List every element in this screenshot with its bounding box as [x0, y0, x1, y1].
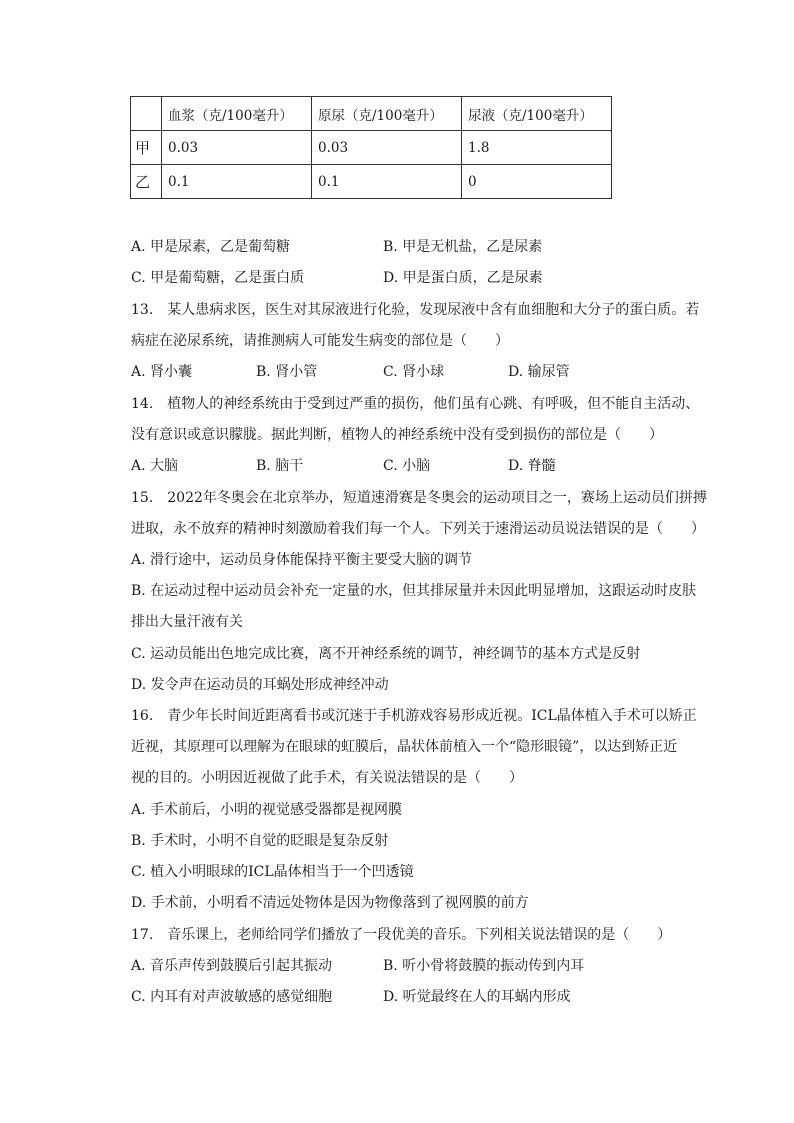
question-text: 没有意识或意识朦胧。据此判断，植物人的神经系统中没有受到损伤的部位是（ ）	[131, 427, 663, 443]
table-cell: 0.03	[312, 131, 462, 165]
option-c: C. 植入小明眼球的ICL晶体相当于一个凹透镜	[131, 864, 414, 880]
table-cell	[131, 97, 162, 131]
question-text: 15. 2022年冬奥会在北京举办，短道速滑赛是冬奥会的运动项目之一，赛场上运动员们拼搏	[131, 490, 707, 506]
option-a: A. 甲是尿素，乙是葡萄糖	[131, 239, 291, 255]
option-c: C. 小脑	[383, 458, 431, 474]
table-cell: 1.8	[462, 131, 612, 165]
option-a: A. 大脑	[131, 458, 179, 474]
option-a: A. 手术前后，小明的视觉感受器都是视网膜	[131, 802, 403, 818]
table-row-label: 甲	[131, 131, 162, 165]
table-header-row	[131, 97, 612, 131]
question-text: 14. 植物人的神经系统由于受到过严重的损伤，他们虽有心跳、有呼吸，但不能自主活动、	[131, 396, 700, 412]
table-row	[131, 165, 612, 199]
option-d: D. 脊髓	[508, 458, 556, 474]
table-cell: 0	[462, 165, 612, 199]
table-header-cell: 原尿（克/100毫升）	[312, 97, 462, 131]
question-text: 进取，永不放弃的精神时刻激励着我们每一个人。下列关于速滑运动员说法错误的是（ ）	[131, 521, 705, 537]
table-row	[131, 131, 612, 165]
option-c: C. 肾小球	[383, 364, 445, 380]
option-d: D. 发令声在运动员的耳蜗处形成神经冲动	[131, 677, 389, 693]
question-text: 17. 音乐课上，老师给同学们播放了一段优美的音乐。下列相关说法错误的是（ ）	[131, 927, 672, 943]
table-cell: 0.03	[162, 131, 312, 165]
option-b: B. 脑干	[256, 458, 304, 474]
option-b: B. 手术时，小明不自觉的眨眼是复杂反射	[131, 833, 389, 849]
question-text: 近视，其原理可以理解为在眼球的虹膜后，晶状体前植入一个“隐形眼镜”，以达到矫正近	[131, 739, 678, 755]
option-d: D. 甲是蛋白质，乙是尿素	[383, 270, 543, 286]
data-table	[130, 96, 612, 199]
option-a: A. 音乐声传到鼓膜后引起其振动	[131, 958, 333, 974]
option-b: B. 听小骨将鼓膜的振动传到内耳	[383, 958, 585, 974]
option-b-continued: 排出大量汗液有关	[131, 614, 243, 630]
option-c: C. 甲是葡萄糖，乙是蛋白质	[131, 270, 305, 286]
question-text: 16. 青少年长时间近距离看书或沉迷于手机游戏容易形成近视。ICL晶体植入手术可以矫正	[131, 708, 697, 724]
option-c: C. 运动员能出色地完成比赛，离不开神经系统的调节，神经调节的基本方式是反射	[131, 646, 641, 662]
option-d: D. 输尿管	[508, 364, 570, 380]
option-a: A. 肾小囊	[131, 364, 193, 380]
table-cell: 0.1	[162, 165, 312, 199]
option-c: C. 内耳有对声波敏感的感觉细胞	[131, 989, 333, 1005]
option-b: B. 甲是无机盐，乙是尿素	[383, 239, 543, 255]
option-b: B. 在运动过程中运动员会补充一定量的水，但其排尿量并未因此明显增加，这跟运动时皮肤	[131, 583, 697, 599]
option-d: D. 听觉最终在人的耳蜗内形成	[383, 989, 571, 1005]
table-cell: 0.1	[312, 165, 462, 199]
option-d: D. 手术前，小明看不清远处物体是因为物像落到了视网膜的前方	[131, 895, 529, 911]
question-text: 13. 某人患病求医，医生对其尿液进行化验，发现尿液中含有血细胞和大分子的蛋白质。若	[131, 302, 700, 318]
question-text: 视的目的。小明因近视做了此手术，有关说法错误的是（ ）	[131, 770, 523, 786]
table-row-label: 乙	[131, 165, 162, 199]
table-header-cell: 尿液（克/100毫升）	[462, 97, 612, 131]
table-header-cell: 血浆（克/100毫升）	[162, 97, 312, 131]
question-text: 病症在泌尿系统，请推测病人可能发生病变的部位是（ ）	[131, 333, 509, 349]
option-b: B. 肾小管	[256, 364, 318, 380]
option-a: A. 滑行途中，运动员身体能保持平衡主要受大脑的调节	[131, 552, 473, 568]
